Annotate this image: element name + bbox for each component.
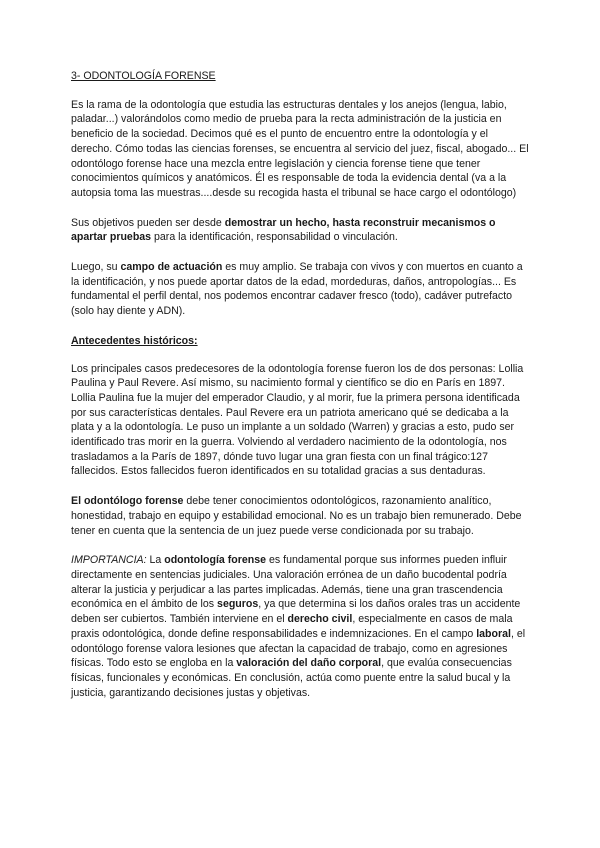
forensic-paragraph (71, 494, 531, 538)
forensic-bold-text: El odontólogo forense (71, 495, 184, 508)
objectives-bold-text: demostrar un hecho, hasta reconstruir mecanismos o apartar pruebas (71, 216, 496, 244)
importance-bold-5: valoración del daño corporal (236, 657, 382, 670)
importance-text-6: , que evalúa consecuencias físicas, funcionales y económicas. En conclusión, actúa como puente entre la salud bucal y la justicia, garantizando decisiones justas y objetivas. (71, 657, 512, 699)
objectives-text-after: para la identificación, responsabilidad o vinculación. (151, 231, 398, 244)
field-paragraph (71, 260, 531, 319)
importance-text-1: La (146, 554, 165, 567)
importance-bold-3: derecho civil (287, 613, 353, 626)
history-paragraph: Los principales casos predecesores de la odontología forense fueron los de dos personas: Lollia Paulina y Paul Revere. Así mismo, su nacimiento formal y científico se dio en París en 1897. Lollia Paulina fue la mujer del emperador Claudio, y al morir, fue la primera persona identificada por sus características dentales. Paul Revere era un patriota americano qué se dedicaba a la plata y a la odontología. Le puso un implante a un soldado (Warren) y gracias a esto, pudo ser identificado tras morir en la guerra. Volviendo al verdadero nacimiento de la odontología, nos trasladamos a la París de 1897, dónde tuvo lugar una gran fiesta con un final trágico:127 fallecidos. Estos fallecidos fueron identificados en su totalidad gracias a sus dentaduras. (71, 362, 524, 478)
field-bold-text: campo de actuación (120, 261, 223, 274)
importance-text-3: , ya que determina si los daños orales tras un accidente deben ser cubiertos. También interviene en el (71, 598, 521, 626)
forensic-text-after: debe tener conocimientos odontológicos, razonamiento analítico, honestidad, trabajo en equipo y estabilidad emocional. No es un trabajo bien remunerado. Debe tener en cuenta que la sentencia de un juez puede verse condicionada por su trabajo. (71, 495, 522, 537)
section-title: 3- ODONTOLOGÍA FORENSE (71, 70, 216, 82)
importance-text-2: es fundamental porque sus informes pueden influir directamente en sentencias judiciales. Una valoración errónea de un daño bucodental podría alterar la justicia y perjudicar a las partes implicadas. Además, tiene una gran trascendencia económica en el ámbito de los (71, 554, 507, 611)
intro-paragraph: Es la rama de la odontología que estudia las estructuras dentales y los anejos (lengua, labio, paladar...) valorándolos como medio de prueba para la recta administración de la justicia en beneficio de la sociedad. Decimos qué es el punto de encuentro entre la odontología y el derecho. Cómo todas las ciencias forenses, se encuentra al servicio del juez, fiscal, abogado... El odontólogo forense hace una mezcla entre legislación y ciencia forense tiene que tener conocimientos químicos y anatómicos. Él es responsable de toda la evidencia dental (va a la autopsia toma las muestras....desde su recogida hasta el tribunal se hace cargo el odontólogo) (71, 98, 529, 199)
objectives-paragraph (71, 216, 531, 245)
importance-bold-4: laboral (476, 627, 511, 640)
field-text-before: Luego, su (71, 261, 121, 274)
importance-text-5: , el odontólogo forense valora lesiones que afectan la capacidad de trabajo, como en agresiones físicas. Todo esto se engloba en la (71, 627, 526, 670)
objectives-text-before: Sus objetivos pueden ser desde (71, 216, 225, 229)
importance-text-4: , especialmente en casos de mala praxis odontológica, donde define responsabilidades e indemnizaciones. En el campo (71, 613, 513, 640)
document-page (71, 69, 531, 715)
field-text-after: es muy amplio. Se trabaja con vivos y con muertos en cuanto a la identificación, y nos puede aportar datos de la edad, mordeduras, daños, antropologías... Es fundamental el perfil dental, nos podemos encontrar cadaver fresco (todo), cadáver putrefacto (solo hay diente y ADN). (71, 261, 523, 318)
importance-bold-1: odontología forense (164, 554, 267, 567)
importance-label: IMPORTANCIA: (71, 554, 147, 567)
history-heading: Antecedentes históricos: (71, 334, 198, 347)
importance-paragraph (71, 553, 531, 700)
importance-bold-2: seguros (217, 598, 259, 611)
